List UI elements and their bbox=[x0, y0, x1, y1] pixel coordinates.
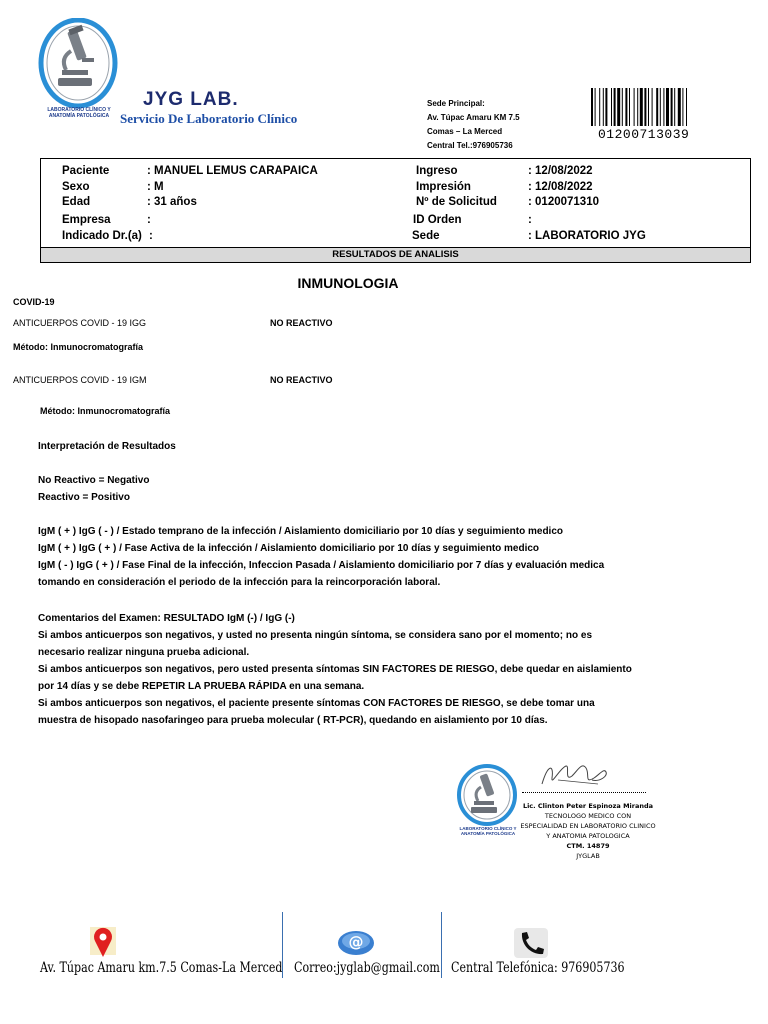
signer-license: CTM. 14879 bbox=[566, 842, 610, 850]
signature-line bbox=[522, 792, 646, 793]
sex-label: Sexo bbox=[62, 181, 90, 193]
signer-specialty: Y ANATOMIA PATOLOGICA bbox=[546, 832, 630, 840]
interpretation-title: Interpretación de Resultados bbox=[38, 441, 176, 452]
branch-label: Sede bbox=[412, 230, 440, 242]
brand-subtitle: Servicio De Laboratorio Clínico bbox=[120, 111, 298, 126]
exam-comments bbox=[38, 610, 632, 729]
request-number-label: Nº de Solicitud bbox=[416, 196, 497, 208]
footer-divider bbox=[441, 912, 442, 978]
doctor-label: Indicado Dr.(a) bbox=[62, 230, 142, 242]
print-value: : 12/08/2022 bbox=[528, 181, 593, 193]
footer-phone: Central Telefónica: 976905736 bbox=[451, 960, 625, 976]
sede-line: Comas – La Merced bbox=[427, 127, 503, 136]
section-title: INMUNOLOGIA bbox=[297, 275, 399, 291]
map-pin-icon bbox=[88, 925, 118, 959]
admission-value: : 12/08/2022 bbox=[528, 165, 593, 177]
print-label: Impresión bbox=[416, 181, 471, 193]
company-label: Empresa bbox=[62, 214, 111, 226]
doctor-value: : bbox=[149, 230, 153, 242]
test-group-label: COVID-19 bbox=[13, 297, 55, 307]
test-name-igm: ANTICUERPOS COVID - 19 IGM bbox=[13, 375, 147, 385]
signer-info bbox=[520, 801, 656, 861]
footer-address: Av. Túpac Amaru km.7.5 Comas-La Merced bbox=[40, 960, 283, 976]
barcode-number: 01200713039 bbox=[598, 127, 690, 142]
phone-icon bbox=[513, 927, 549, 959]
phase-line: IgM ( + ) IgG ( - ) / Estado temprano de la infección / Aislamiento domiciliario por 10 días y seguimiento medico bbox=[38, 526, 563, 537]
admission-label: Ingreso bbox=[416, 165, 458, 177]
test-result-igm: NO REACTIVO bbox=[270, 375, 333, 385]
age-value: : 31 años bbox=[147, 196, 197, 208]
patient-value: : MANUEL LEMUS CARAPAICA bbox=[147, 165, 318, 177]
order-id-label: ID Orden bbox=[413, 214, 462, 226]
sede-line: Sede Principal: bbox=[427, 99, 485, 108]
microscope-logo-icon bbox=[456, 764, 518, 828]
logo-caption: LABORATORIO CLÍNICO Y ANATOMÍA PATOLÓGICA bbox=[47, 107, 111, 119]
signature-logo-caption: LABORATORIO CLÍNICO Y ANATOMÍA PATOLÓGICA bbox=[459, 826, 517, 836]
comment-line: muestra de hisopado nasofaringeo para prueba molecular ( RT-PCR), quedando en aislamiento por 10 días. bbox=[38, 715, 548, 726]
request-number-value: : 0120071310 bbox=[528, 196, 599, 208]
signer-title: TECNOLOGO MEDICO CON bbox=[544, 812, 632, 820]
comment-line: Si ambos anticuerpos son negativos, el paciente presente síntomas CON FACTORES DE RIESGO, se debe tomar una bbox=[38, 698, 595, 709]
sex-value: : M bbox=[147, 181, 164, 193]
legend-line: No Reactivo = Negativo bbox=[38, 475, 150, 486]
sede-line: Av. Túpac Amaru KM 7.5 bbox=[427, 113, 520, 122]
branch-value: : LABORATORIO JYG bbox=[528, 230, 646, 242]
results-header-bar: RESULTADOS DE ANALISIS bbox=[40, 247, 751, 263]
phase-line: IgM ( + ) IgG ( + ) / Fase Activa de la infección / Aislamiento domiciliario por 10 días y seguimiento medico bbox=[38, 543, 540, 554]
test-name-igg: ANTICUERPOS COVID - 19 IGG bbox=[13, 318, 147, 328]
method-label: Método: Inmunocromatografía bbox=[13, 342, 143, 352]
method-label: Método: Inmunocromatografía bbox=[40, 406, 170, 416]
brand-name: JYG LAB. bbox=[143, 89, 239, 110]
footer-divider bbox=[282, 912, 283, 978]
sede-info bbox=[427, 97, 520, 153]
phase-lines bbox=[38, 523, 604, 591]
handwritten-signature bbox=[538, 758, 610, 792]
footer-email: Correo:jyglab@gmail.com bbox=[294, 960, 440, 976]
phase-line: IgM ( - ) IgG ( + ) / Fase Final de la infección, Infeccion Pasada / Aislamiento domiciliario por 7 días y evaluación medica bbox=[38, 560, 605, 571]
age-label: Edad bbox=[62, 196, 91, 208]
comment-line: por 14 días y se debe REPETIR LA PRUEBA RÁPIDA en una semana. bbox=[38, 681, 365, 692]
patient-label: Paciente bbox=[62, 165, 110, 177]
comment-line: Comentarios del Examen: RESULTADO IgM (-) / IgG (-) bbox=[38, 613, 295, 624]
comment-line: necesario realizar ninguna prueba adicional. bbox=[38, 647, 250, 658]
signer-org: JYGLAB bbox=[576, 852, 600, 860]
sede-line: Central Tel.:976905736 bbox=[427, 141, 513, 150]
comment-line: Si ambos anticuerpos son negativos, y usted no presenta ningún síntoma, se considera sano por el momento; no es bbox=[38, 630, 592, 641]
svg-text:@: @ bbox=[348, 933, 364, 951]
legend-line: Reactivo = Positivo bbox=[38, 492, 130, 503]
signer-name: Lic. Clinton Peter Espinoza Miranda bbox=[522, 802, 654, 810]
signer-specialty: ESPECIALIDAD EN LABORATORIO CLINICO bbox=[520, 822, 656, 830]
comment-line: Si ambos anticuerpos son negativos, pero usted presenta síntomas SIN FACTORES DE RIESGO, debe quedar en aislamiento bbox=[38, 664, 632, 675]
phase-line: tomando en consideración el periodo de la infección para la reincorporación laboral. bbox=[38, 577, 441, 588]
order-id-value: : bbox=[528, 214, 532, 226]
barcode bbox=[591, 88, 727, 126]
email-at-icon bbox=[337, 930, 375, 956]
test-result-igg: NO REACTIVO bbox=[270, 318, 333, 328]
microscope-logo-icon bbox=[38, 18, 118, 116]
company-value: : bbox=[147, 214, 151, 226]
